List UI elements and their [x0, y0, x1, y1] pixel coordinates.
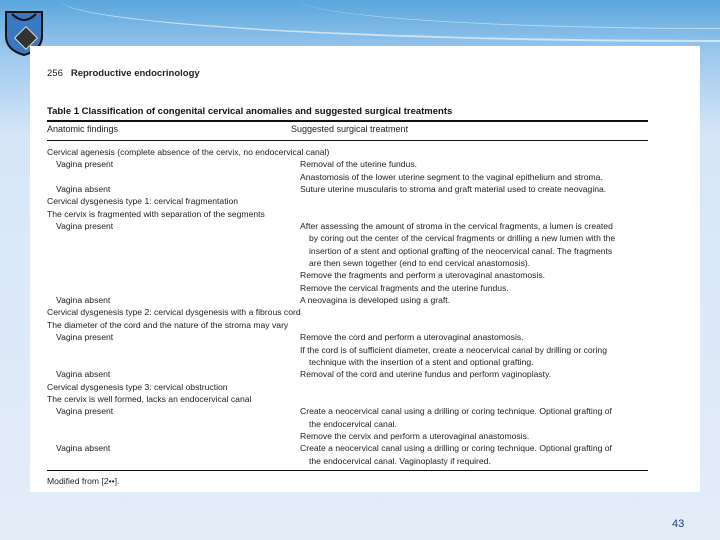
surgical-treatment: Create a neocervical canal using a drilling or coring technique. Optional grafting of	[300, 406, 612, 417]
anatomic-finding: The cervix is fragmented with separation of the segments	[47, 208, 265, 219]
table-body	[47, 146, 648, 467]
surgical-treatment: the endocervical canal. Vaginoplasty if required.	[309, 455, 491, 466]
anatomic-finding: Vagina present	[56, 332, 114, 343]
anatomic-finding: Vagina present	[56, 159, 114, 170]
surgical-treatment: Removal of the uterine fundus.	[300, 159, 418, 170]
table-line	[47, 455, 648, 467]
table-line	[47, 405, 648, 417]
header-surgical-treatment: Suggested surgical treatment	[291, 124, 409, 134]
surgical-treatment: After assessing the amount of stroma in the cervical fragments, a lumen is created	[300, 221, 613, 232]
surgical-treatment: Remove the fragments and perform a uterovaginal anastomosis.	[300, 270, 546, 281]
table-footnote: Modified from [2••].	[47, 476, 120, 486]
anatomic-finding: The diameter of the cord and the nature of the stroma may vary	[47, 319, 289, 330]
document-page	[30, 46, 700, 492]
anatomic-finding: Vagina present	[56, 221, 114, 232]
surgical-treatment: technique with the insertion of a stent and optional grafting.	[309, 356, 534, 367]
anatomic-finding: Vagina absent	[56, 443, 111, 454]
table-title: Table 1 Classification of congenital cervical anomalies and suggested surgical treatments	[47, 106, 453, 117]
table-line	[47, 306, 648, 318]
surgical-treatment: the endocervical canal.	[309, 418, 397, 429]
anatomic-finding: The cervix is well formed, lacks an endocervical canal	[47, 393, 252, 404]
header-anatomic-findings: Anatomic findings	[47, 124, 119, 134]
table-line	[47, 442, 648, 454]
table-line	[47, 393, 648, 405]
anatomic-finding: Cervical dysgenesis type 3: cervical obstruction	[47, 381, 228, 392]
table-line	[47, 319, 648, 331]
surgical-treatment: Anastomosis of the lower uterine segment to the vaginal epithelium and stroma.	[300, 171, 603, 182]
anatomic-finding: Cervical dysgenesis type 1: cervical fragmentation	[47, 196, 239, 207]
anatomic-finding: Cervical dysgenesis type 2: cervical dysgenesis with a fibrous cord	[47, 307, 301, 318]
surgical-treatment: If the cord is of sufficient diameter, create a neocervical canal by drilling or coring	[300, 344, 607, 355]
table-line	[47, 146, 648, 158]
table-line	[47, 220, 648, 232]
header-rule	[47, 140, 648, 141]
surgical-treatment: Remove the cervical fragments and the uterine fundus.	[300, 282, 509, 293]
table-line	[47, 171, 648, 183]
table-line	[47, 232, 648, 244]
table-line	[47, 195, 648, 207]
surgical-treatment: A neovagina is developed using a graft.	[300, 295, 451, 306]
table-bottom-rule	[47, 470, 648, 471]
surgical-treatment: insertion of a stent and optional grafting of the neocervical canal. The fragments	[309, 245, 613, 256]
table-line	[47, 158, 648, 170]
table-line	[47, 183, 648, 195]
page-number: 256	[47, 68, 63, 79]
anatomic-finding: Vagina present	[56, 406, 114, 417]
table-line	[47, 381, 648, 393]
surgical-treatment: are then sewn together (end to end cervical anastomosis).	[309, 258, 531, 269]
table-line	[47, 208, 648, 220]
journal-section-title: Reproductive endocrinology	[70, 68, 200, 79]
anatomic-finding: Vagina absent	[56, 184, 111, 195]
table-line	[47, 331, 648, 343]
table-top-rule	[47, 120, 648, 122]
running-head	[47, 68, 200, 79]
surgical-treatment: Remove the cord and perform a uterovaginal anastomosis.	[300, 332, 524, 343]
surgical-treatment: Removal of the cord and uterine fundus and perform vaginoplasty.	[300, 369, 552, 380]
table-line	[47, 245, 648, 257]
surgical-treatment: Remove the cervix and perform a uterovaginal anastomosis.	[300, 430, 530, 441]
surgical-treatment: Create a neocervical canal using a drilling or coring technique. Optional grafting of	[300, 443, 612, 454]
slide-number: 43	[672, 518, 685, 530]
table-line	[47, 269, 648, 281]
anatomic-finding: Vagina absent	[56, 369, 111, 380]
table-line	[47, 257, 648, 269]
surgical-treatment: Suture uterine muscularis to stroma and graft material used to create neovagina.	[300, 184, 607, 195]
surgical-treatment: by coring out the center of the cervical fragments or drilling a new lumen with the	[309, 233, 616, 244]
table-line	[47, 418, 648, 430]
anatomic-finding: Vagina absent	[56, 295, 111, 306]
table-line	[47, 344, 648, 356]
table-line	[47, 368, 648, 380]
anatomic-finding: Cervical agenesis (complete absence of the cervix, no endocervical canal)	[47, 147, 330, 157]
table-line	[47, 282, 648, 294]
table-line	[47, 430, 648, 442]
table-line	[47, 294, 648, 306]
table-line	[47, 356, 648, 368]
